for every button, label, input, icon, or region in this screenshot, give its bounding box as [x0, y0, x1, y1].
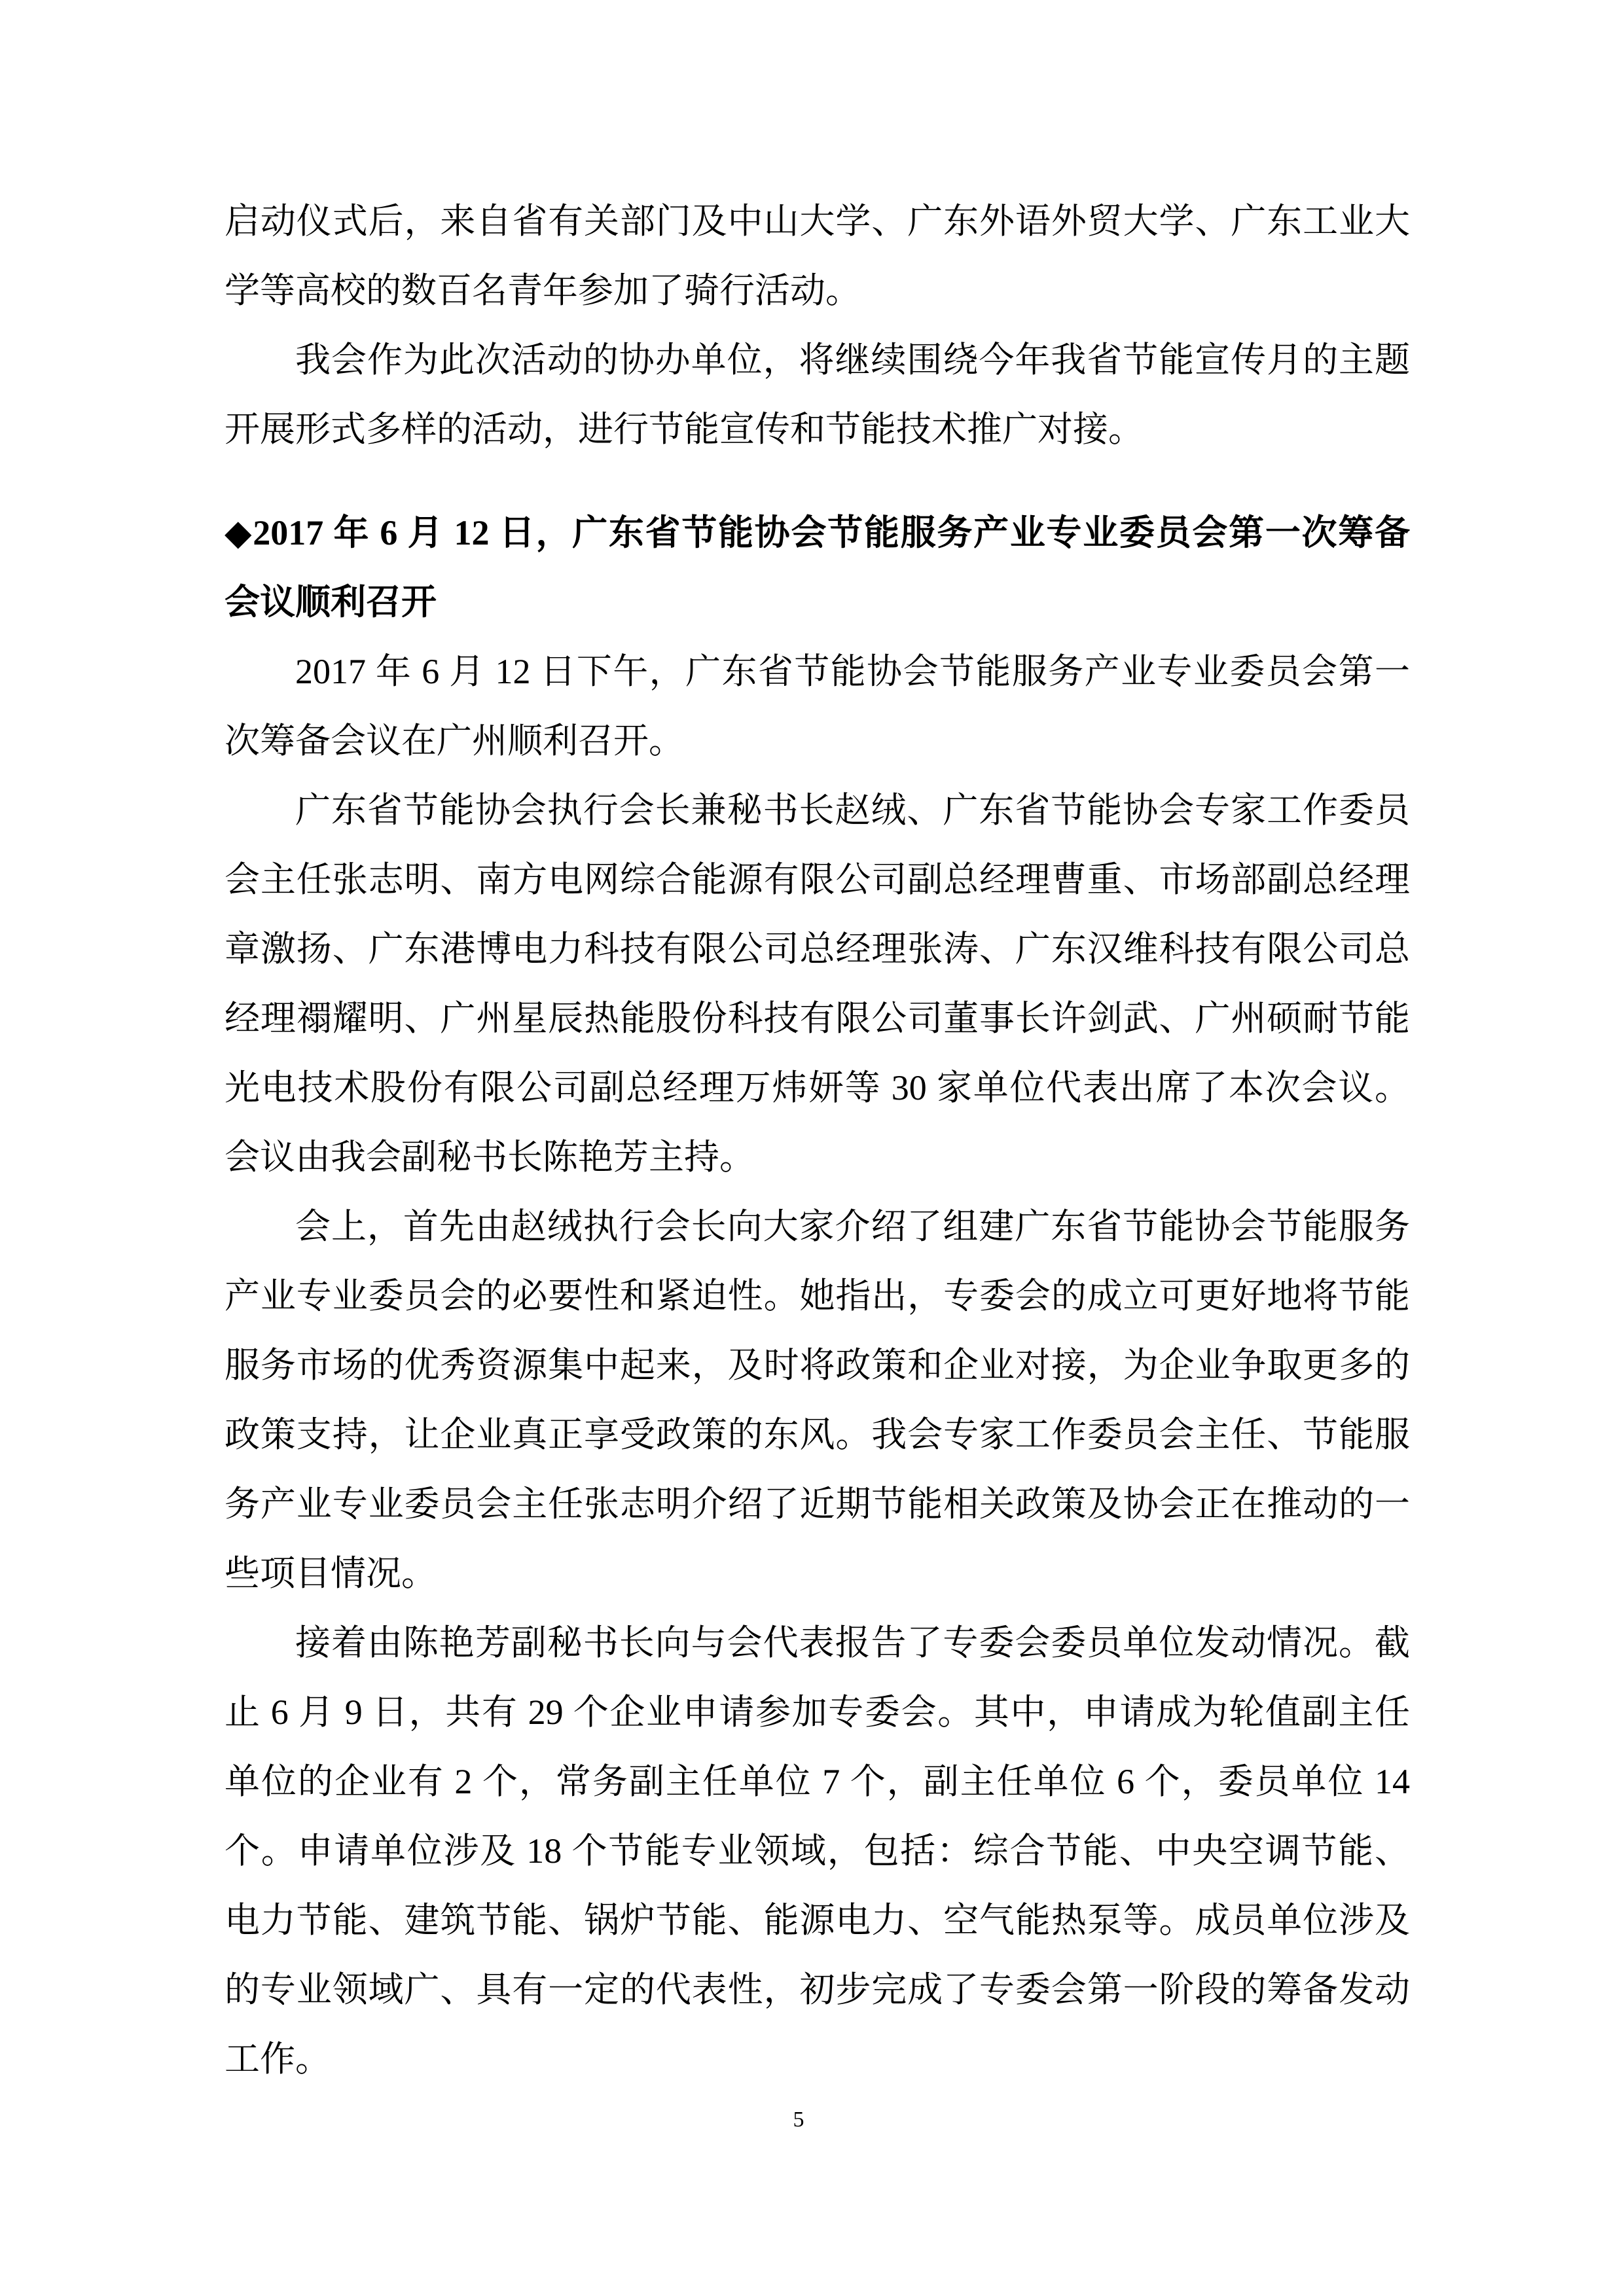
text-line: 务产业专业委员会主任张志明介绍了近期节能相关政策及协会正在推动的一	[225, 1484, 1410, 1524]
text-line: 政策支持，让企业真正享受政策的东风。我会专家工作委员会主任、节能服	[225, 1415, 1410, 1454]
text-line: 广东省节能协会执行会长兼秘书长赵绒、广东省节能协会专家工作委员	[295, 791, 1410, 830]
text-line: 启动仪式后，来自省有关部门及中山大学、广东外语外贸大学、广东工业大	[225, 202, 1410, 241]
heading-line: ◆2017 年 6 月 12 日，广东省节能协会节能服务产业专业委员会第一次筹备	[225, 513, 1410, 552]
paragraph	[225, 776, 1410, 1192]
text-line: 会主任张志明、南方电网综合能源有限公司副总经理曹重、市场部副总经理	[225, 860, 1410, 899]
text-line: 止 6 月 9 日，共有 29 个企业申请参加专委会。其中，申请成为轮值副主任	[225, 1693, 1410, 1732]
text-line: 个。申请单位涉及 18 个节能专业领域，包括：综合节能、中央空调节能、	[225, 1831, 1410, 1871]
text-line: 服务市场的优秀资源集中起来，及时将政策和企业对接，为企业争取更多的	[225, 1346, 1410, 1385]
text-line: 光电技术股份有限公司副总经理万炜妍等 30 家单位代表出席了本次会议。	[225, 1068, 1410, 1107]
text-line: 章激扬、广东港博电力科技有限公司总经理张涛、广东汉维科技有限公司总	[225, 929, 1410, 969]
text-line: 些项目情况。	[225, 1554, 437, 1593]
text-line: 接着由陈艳芳副秘书长向与会代表报告了专委会委员单位发动情况。截	[295, 1623, 1410, 1662]
text-line: 产业专业委员会的必要性和紧迫性。她指出，专委会的成立可更好地将节能	[225, 1276, 1410, 1316]
text-line: 单位的企业有 2 个，常务副主任单位 7 个，副主任单位 6 个，委员单位 14	[225, 1762, 1410, 1801]
text-line: 学等高校的数百名青年参加了骑行活动。	[225, 271, 861, 310]
text-line: 开展形式多样的活动，进行节能宣传和节能技术推广对接。	[225, 410, 1144, 449]
text-line: 会议由我会副秘书长陈艳芳主持。	[225, 1138, 755, 1177]
paragraph	[225, 187, 1410, 325]
paragraph	[225, 325, 1410, 464]
text-line: 次筹备会议在广州顺利召开。	[225, 721, 684, 761]
paragraph	[225, 637, 1410, 776]
text-line: 会上，首先由赵绒执行会长向大家介绍了组建广东省节能协会节能服务	[295, 1207, 1410, 1246]
paragraph	[225, 1192, 1410, 1608]
heading-line: 会议顺利召开	[225, 583, 437, 622]
document-body	[225, 187, 1410, 2094]
page-number: 5	[793, 2108, 804, 2132]
text-line: 我会作为此次活动的协办单位，将继续围绕今年我省节能宣传月的主题	[295, 340, 1410, 380]
text-line: 工作。	[225, 2039, 331, 2079]
text-line: 2017 年 6 月 12 日下午，广东省节能协会节能服务产业专业委员会第一	[295, 652, 1410, 691]
paragraph	[225, 1608, 1410, 2094]
text-line: 经理禤耀明、广州星辰热能股份科技有限公司董事长许剑武、广州硕耐节能	[225, 999, 1410, 1038]
text-line: 的专业领域广、具有一定的代表性，初步完成了专委会第一阶段的筹备发动	[225, 1970, 1410, 2009]
section-heading	[225, 498, 1410, 637]
text-line: 电力节能、建筑节能、锅炉节能、能源电力、空气能热泵等。成员单位涉及	[225, 1901, 1410, 1940]
